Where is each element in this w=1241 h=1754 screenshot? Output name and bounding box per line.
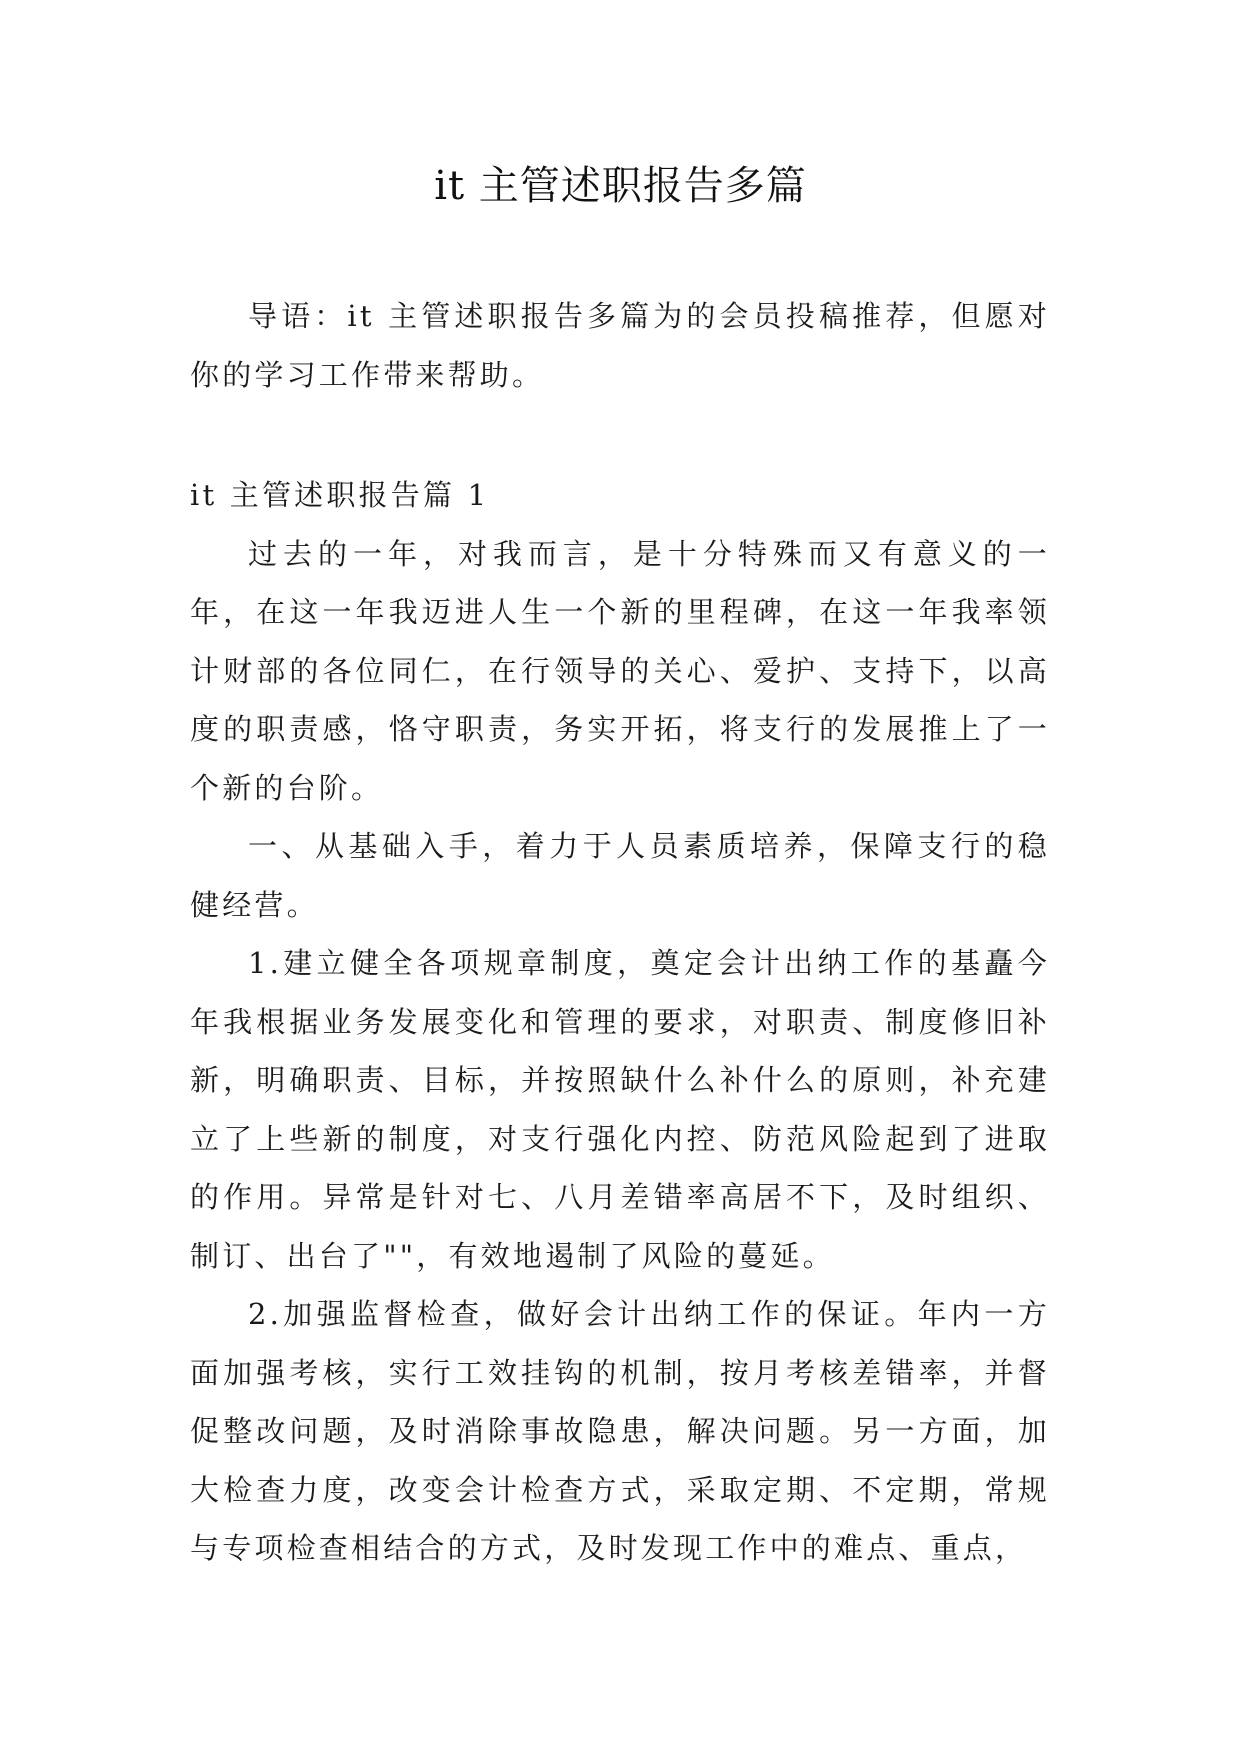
body-paragraph: 一、从基础入手，着力于人员素质培养，保障支行的稳健经营。 <box>190 829 1050 922</box>
document-title: it 主管述职报告多篇 <box>434 163 807 209</box>
body-paragraph: 1.建立健全各项规章制度，奠定会计出纳工作的基矗今年我根据业务发展变化和管理的要求，对职责、制度修旧补新，明确职责、目标，并按照缺什么补什么的原则，补充建立了上些新的制度，对支行强化内控、防范风险起到了进取的作用。异常是针对七、八月差错率高居不下，及时组织、制订、出台了""，有效地遏制了风险的蔓延。 <box>190 946 1050 1273</box>
section-block <box>190 466 1050 1578</box>
body-paragraph: 2.加强监督检查，做好会计出纳工作的保证。年内一方面加强考核，实行工效挂钩的机制，按月考核差错率，并督促整改问题，及时消除事故隐患，解决问题。另一方面，加大检查力度，改变会计检查方式，采取定期、不定期，常规与专项检查相结合的方式，及时发现工作中的难点、重点， <box>190 1297 1050 1565</box>
section-heading: it 主管述职报告篇 1 <box>190 478 490 512</box>
body-paragraph: 过去的一年，对我而言，是十分特殊而又有意义的一年，在这一年我迈进人生一个新的里程碑，在这一年我率领计财部的各位同仁，在行领导的关心、爱护、支持下，以高度的职责感，恪守职责，务实开拓，将支行的发展推上了一个新的台阶。 <box>190 536 1050 805</box>
intro-block <box>190 287 1050 404</box>
intro-paragraph: 导语：it 主管述职报告多篇为的会员投稿推荐，但愿对你的学习工作带来帮助。 <box>190 299 1050 392</box>
